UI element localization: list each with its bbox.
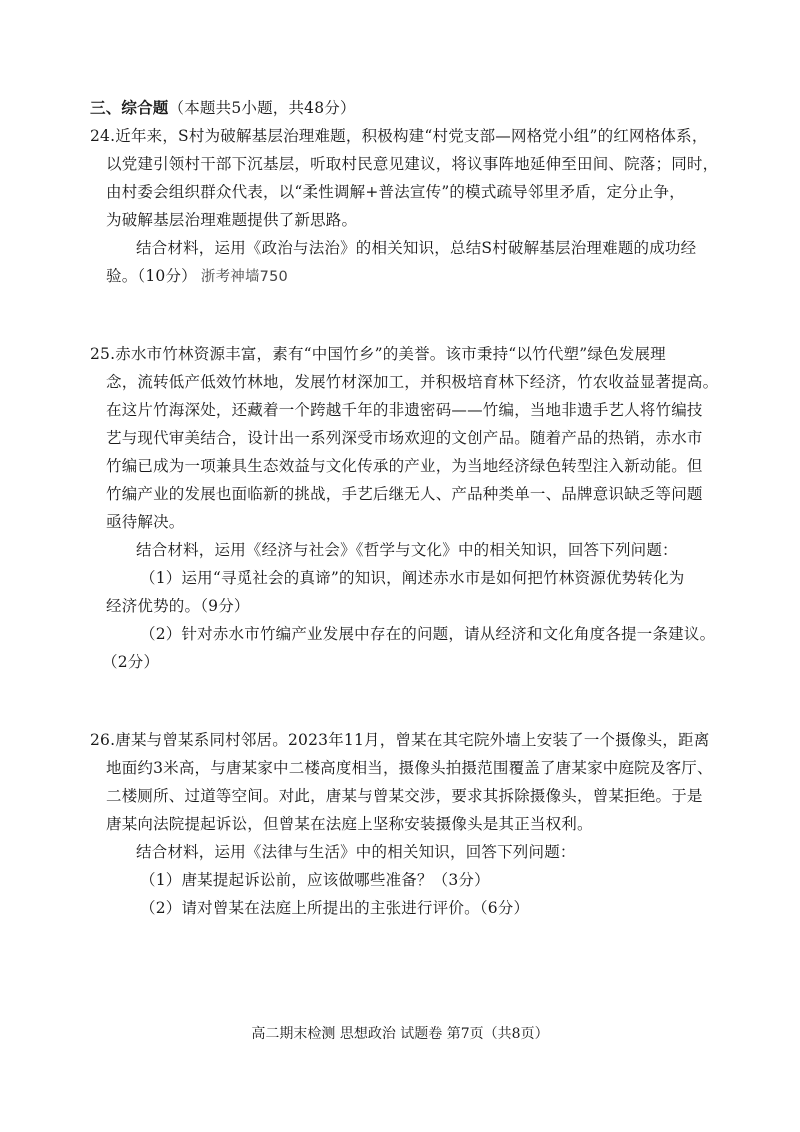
- q24-line-2: 以党建引领村干部下沉基层，听取村民意见建议，将议事阵地延伸至田间、院落；同时，: [106, 155, 719, 173]
- q25-subq-1-line-1: （1）运用“寻觅社会的真谛”的知识，阐述赤水市是如何把竹林资源优势转化为: [140, 569, 685, 587]
- q25-subq-2-line-2: （2分）: [102, 653, 160, 671]
- q24-line-3: 由村委会组织群众代表，以“柔性调解+普法宣传”的模式疏导邻里矛盾，定分止争，: [106, 183, 685, 201]
- section-note: （本题共5小题，共48分）: [168, 99, 356, 117]
- q26-subq-1: （1）唐某提起诉讼前，应该做哪些准备？（3分）: [140, 871, 490, 889]
- section-title: 三、综合题: [90, 98, 169, 117]
- q26-line-4: 唐某向法院提起诉讼，但曾某在法庭上坚称安装摄像头是其正当权利。: [106, 815, 593, 833]
- section-heading: [90, 98, 356, 118]
- q26-subq-2: （2）请对曾某在法庭上所提出的主张进行评价。（6分）: [140, 899, 530, 917]
- q25-subq-1-line-2: 经济优势的。（9分）: [106, 597, 250, 615]
- page-footer: 高二期末检测 思想政治 试题卷 第7页（共8页）: [251, 1026, 549, 1042]
- q25-subq-2-line-1: （2）针对赤水市竹编产业发展中存在的问题，请从经济和文化角度各提一条建议。: [140, 625, 716, 643]
- q25-line-7: 亟待解决。: [106, 513, 185, 531]
- q24-prompt-line-1: 结合材料，运用《政治与法治》的相关知识，总结S村破解基层治理难题的成功经: [136, 239, 697, 257]
- q26-line-3: 二楼厕所、过道等空间。对此，唐某与曾某交涉，要求其拆除摄像头，曾某拒绝。于是: [106, 787, 703, 805]
- q25-line-5: 竹编已成为一项兼具生态效益与文化传承的产业，为当地经济绿色转型注入新动能。但: [106, 457, 703, 475]
- q26-line-1: 26.唐某与曾某系同村邻居。2023年11月，曾某在其宅院外墙上安装了一个摄像头，距离: [90, 731, 710, 749]
- q25-prompt: 结合材料，运用《经济与社会》《哲学与文化》中的相关知识，回答下列问题：: [136, 541, 678, 559]
- q25-line-4: 艺与现代审美结合，设计出一系列深受市场欢迎的文创产品。随着产品的热销，赤水市: [106, 429, 703, 447]
- q25-line-1: 25.赤水市竹林资源丰富，素有“中国竹乡”的美誉。该市秉持“以竹代塑”绿色发展理: [90, 345, 666, 363]
- q26-prompt: 结合材料，运用《法律与生活》中的相关知识，回答下列问题：: [136, 843, 576, 861]
- q24-line-4: 为破解基层治理难题提供了新思路。: [106, 211, 358, 229]
- q24-points: 验。（10分）: [106, 267, 197, 285]
- q26-line-2: 地面约3米高，与唐某家中二楼高度相当，摄像头拍摄范围覆盖了唐某家中庭院及客厅、: [106, 759, 713, 777]
- q25-line-6: 竹编产业的发展也面临新的挑战，手艺后继无人、产品种类单一、品牌意识缺乏等问题: [106, 485, 703, 503]
- watermark-text: 浙考神墙750: [200, 269, 288, 285]
- q24-line-1: 24.近年来，S村为破解基层治理难题，积极构建“村党支部—网格党小组”的红网格体系，: [90, 127, 708, 145]
- q25-line-3: 在这片竹海深处，还藏着一个跨越千年的非遗密码——竹编，当地非遗手艺人将竹编技: [106, 401, 703, 419]
- q25-line-2: 念，流转低产低效竹林地，发展竹材深加工，并积极培育林下经济，竹农收益显著提高。: [106, 373, 719, 391]
- q24-prompt-line-2: [106, 266, 288, 287]
